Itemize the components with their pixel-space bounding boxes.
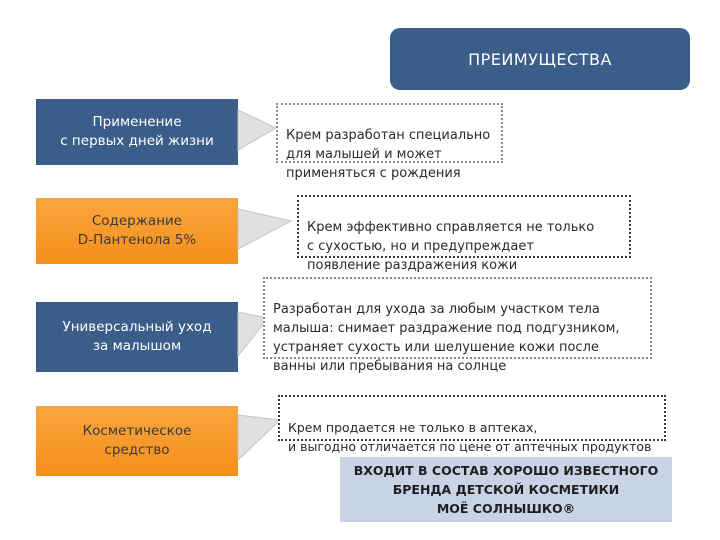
arrow-row-1 — [238, 110, 276, 150]
description-text: Крем эффективно справляется не только с сухостью, но и предупреждает появление раздражения кожи — [307, 220, 595, 273]
description-text: Крем разработан специально для малышей и может применяться с рождения — [286, 128, 491, 181]
page-title: ПРЕИМУЩЕСТВА — [468, 49, 612, 69]
arrow-row-2 — [238, 209, 291, 249]
description-box-4 — [278, 395, 666, 454]
brand-note-text: ВХОДИТ В СОСТАВ ХОРОШО ИЗВЕСТНОГО БРЕНДА ДЕТСКОЙ КОСМЕТИКИ МОЁ СОЛНЫШКО® — [353, 463, 659, 516]
brand-note — [340, 457, 672, 522]
description-text: Разработан для ухода за любым участком тела малыша: снимает раздражение под подгузником, устраняет сухость или шелушение кожи после ванны или пребывания на солнце — [273, 302, 620, 374]
description-text: Крем продается не только в аптеках, и выгодно отличается по цене от аптечных продуктов — [288, 420, 652, 454]
advantage-label: Косметическое средство — [82, 423, 192, 458]
arrow-row-4 — [238, 415, 280, 460]
advantage-label: Содержание D-Пантенола 5% — [77, 213, 197, 248]
description-box-1 — [276, 103, 503, 181]
advantage-label: Универсальный уход за малышом — [62, 319, 212, 354]
advantage-label: Применение с первых дней жизни — [60, 114, 214, 149]
description-box-3 — [263, 277, 652, 374]
description-box-2 — [297, 195, 631, 273]
